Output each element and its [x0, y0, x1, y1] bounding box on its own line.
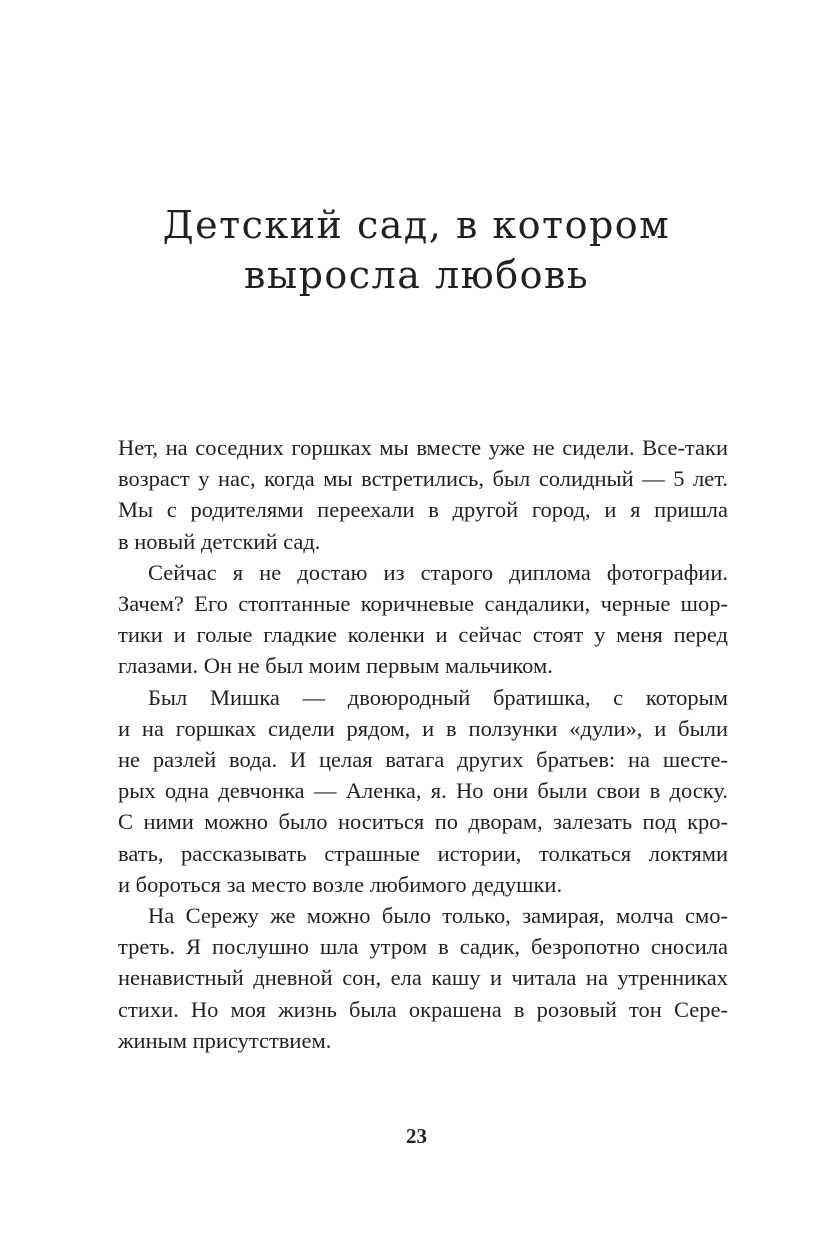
text-line: треть. Я послушно шла утром в садик, безропотно сносила	[118, 934, 728, 960]
text-line: жиным присутствием.	[118, 1027, 332, 1053]
paragraph-2	[118, 557, 728, 682]
text-line: ненавистный дневной сон, ела кашу и читала на утренниках	[118, 965, 728, 991]
text-line: не разлей вода. И целая ватага других братьев: на шесте-	[118, 747, 728, 773]
text-line: Нет, на соседних горшках мы вместе уже не сидели. Все-таки	[118, 435, 728, 460]
text-line: и на горшках сидели рядом, и в ползунки «дули», и были	[118, 715, 728, 741]
text-line: С ними можно было носиться по дворам, залезать под кро-	[118, 809, 728, 835]
chapter-title-line-2: выросла любовь	[243, 253, 590, 297]
text-line: в новый детский сад.	[118, 528, 321, 554]
text-line: Мы с родителями переехали в другой город, и я пришла	[118, 497, 728, 523]
chapter-title-line-1: Детский сад, в котором	[162, 203, 671, 247]
text-line: Сейчас я не достаю из старого диплома фотографии.	[148, 559, 728, 585]
text-line: тики и голые гладкие коленки и сейчас стоят у меня перед	[118, 622, 728, 648]
text-line: стихи. Но моя жизнь была окрашена в розовый тон Сере-	[118, 996, 728, 1022]
chapter-body	[118, 432, 728, 1056]
text-line: Был Мишка — двоюродный братишка, с которым	[148, 684, 728, 710]
paragraph-1	[118, 432, 728, 557]
text-line: возраст у нас, когда мы встретились, был солидный — 5 лет.	[118, 466, 728, 492]
page-number: 23	[406, 1124, 427, 1148]
paragraph-3	[118, 682, 728, 900]
text-line: На Сережу же можно было только, замирая, молча смо-	[148, 903, 728, 929]
text-line: глазами. Он не был моим первым мальчиком.	[118, 653, 553, 679]
text-line: и бороться за место возле любимого дедушки.	[118, 871, 563, 897]
text-line: рых одна девчонка — Аленка, я. Но они были свои в доску.	[118, 778, 728, 804]
text-line: вать, рассказывать страшные истории, толкаться локтями	[118, 840, 728, 866]
paragraph-4	[118, 900, 728, 1056]
text-line: Зачем? Его стоптанные коричневые сандалики, черные шор-	[118, 591, 728, 617]
